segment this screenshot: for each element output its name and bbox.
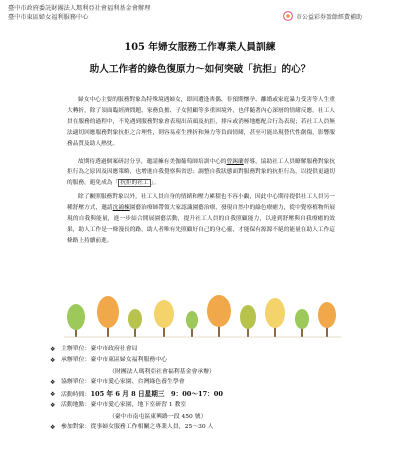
tree-icon	[318, 302, 336, 337]
time-row	[50, 389, 360, 400]
organizer-row	[50, 344, 360, 355]
organizer-value: 臺中市政府社會局	[90, 346, 138, 352]
tree-icon	[97, 296, 119, 337]
header-organizations	[8, 4, 150, 22]
document-title: 105 年婦女服務工作專業人員訓練	[124, 42, 276, 53]
lottery-logo-icon	[283, 11, 293, 21]
bullet-icon: ❖	[50, 346, 56, 353]
paragraph-3-text-b: 園藝治療師帶領大家認識園藝治療，發現自然中的綠色療癒力，從中覺察植物所展現的自我與能量，進一步結合開展園藝活動，提升社工人員的自我照顧能力，以達到舒壓與自我療癒的效果，助人工作是一條漫長的路，助人者唯有先照顧好自己的身心靈，才能保有源源不絕的能量在助人工作這條路上持續前進。	[67, 205, 336, 244]
time-label: 活動時間：	[61, 391, 91, 398]
time-value: 105 年 6 月 8 日星期三 9：00～17：00	[90, 389, 223, 398]
contractor-value: 臺中市東區婦女福利服務中心	[90, 357, 168, 364]
bullet-icon: ❖	[50, 390, 56, 398]
co-organizer-row	[50, 377, 360, 388]
body-text	[67, 95, 335, 254]
target-row	[50, 422, 360, 433]
tree-icon	[128, 309, 142, 337]
co-organizer-label: 協辦單位：	[61, 379, 91, 386]
contractor-note: （財團法人瑪利亞社會福利基金會承辦）	[109, 368, 216, 375]
bullet-icon: ❖	[50, 357, 56, 365]
paragraph-2	[67, 157, 335, 190]
boxed-phrase: 抗拒的社工	[120, 180, 149, 187]
tree-icon	[186, 311, 198, 337]
bullet-icon: ❖	[50, 424, 56, 432]
target-label: 參加對象：	[61, 424, 91, 431]
place-value: 臺中市愛心家園，地下室研習 1 教室	[90, 402, 187, 409]
tree-icon	[154, 300, 174, 337]
event-info	[50, 344, 360, 434]
sponsor-text: 市公益彩券盈餘經費補助	[296, 13, 363, 21]
header-sponsor	[283, 11, 362, 21]
organizer-label: 主辦單位：	[61, 346, 91, 352]
co-organizer-value: 臺中市愛心家園、台灣綠色養生學會	[90, 379, 185, 386]
contractor-label: 承辦單位：	[61, 357, 91, 364]
place-label: 活動地點：	[61, 402, 91, 409]
paragraph-3-text-a: 除了關照服務對象以外，社工人員自身的情緒和壓力累積也不容小覷，因此中心期待提供社工人員另一種舒壓方式，邀請	[67, 194, 335, 212]
bullet-icon: ❖	[50, 379, 56, 387]
paragraph-3	[67, 192, 335, 247]
paragraph-2-text-b: 督導，協助社工人員瞭解服務對象抗拒行為之原因及因應策略，也增進自我覺察與省思；調整自我狀態面對服務對象的抗拒行為，以提供更適切的服務，避免成為「	[67, 158, 336, 187]
target-value: 從事婦女服務工作相關之專業人員，25～30 人	[90, 424, 214, 431]
contractor-row	[50, 355, 360, 366]
place-row	[50, 400, 360, 411]
place-address: （臺中市南屯區東興路一段 450 號）	[109, 413, 207, 420]
speaker-name-1: 曾錫蘭	[226, 158, 244, 165]
paragraph-1: 婦女中心主要的服務對象為特殊境遇婦女，即因遭逢喪偶、非預期懷孕、離婚或家庭暴力受害等人生重大轉折，除了須面臨經濟問題、家務負擔、子女照顧等多重困境外，也伴隨著內心深層的情緒反應。社工人員在服務的過程中，不免遇到服務對象會表現出苗頭及抗拒，排斥或消極地應配合行為表現；若社工人員無法適切回應服務對象抗拒之合理性，則容易產生挫折和無力等負面情緒，甚至可能出現替代性創傷，影響服務品質及助人熱忱。	[67, 97, 335, 147]
tree-icon	[207, 295, 231, 337]
speaker-name-2: 沈鴻棟	[112, 205, 130, 212]
tree-icon	[265, 298, 285, 337]
header-line-1: 臺中市政府委託財團法人瑪利亞社會福利基金會辦理	[8, 5, 151, 12]
tree-icon	[67, 304, 85, 337]
bullet-icon: ❖	[50, 402, 56, 410]
header-line-2: 臺中市東區婦女福利服務中心	[8, 14, 89, 21]
tree-icon	[240, 305, 256, 337]
document-subtitle: 助人工作者的綠色復原力～如何突破「抗拒」的心？	[89, 64, 311, 75]
tree-icon	[295, 309, 309, 337]
tree-decoration-illustration	[60, 293, 345, 341]
paragraph-2-text-c: 」。	[150, 180, 160, 187]
paragraph-2-text-a: 故期待透過個案研討分享，邀請擁有美伽葡萄師培訓中心的	[78, 158, 227, 165]
